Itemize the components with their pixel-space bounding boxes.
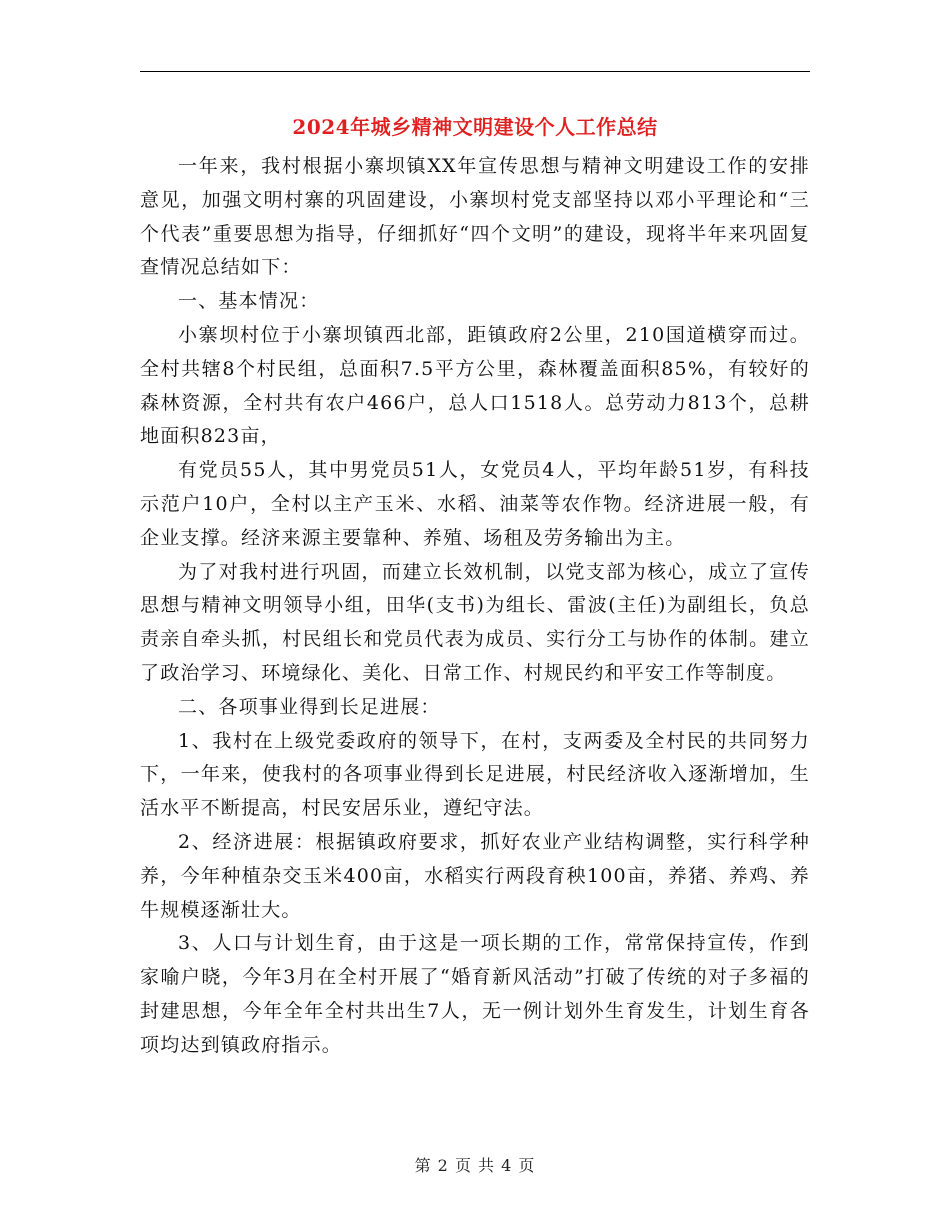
paragraph-leadership-group: 为了对我村进行巩固，而建立长效机制，以党支部为核心，成立了宣传思想与精神文明领导小组，田华(支书)为组长、雷波(主任)为副组长，负总责亲自牵头抓，村民组长和党员代表为成员、实行分工与协作的体制。建立了政治学习、环境绿化、美化、日常工作、村规民约和平安工作等制度。 (140, 560, 810, 684)
paragraph-party-members: 有党员55人，其中男党员51人，女党员4人，平均年龄51岁，有科技示范户10户，全村以主产玉米、水稻、油菜等农作物。经济进展一般，有企业支撑。经济来源主要靠种、养殖、场租及劳务输出为主。 (140, 459, 810, 549)
header-rule (140, 71, 810, 72)
document-body (140, 150, 810, 1063)
page-number: 第 2 页 共 4 页 (414, 1156, 536, 1175)
paragraph-item-3: 3、人口与计划生育，由于这是一项长期的工作，常常保持宣传，作到家喻户晓，今年3月在全村开展了“婚育新风活动”打破了传统的对子多福的封建思想，今年全年全村共出生7人，无一例计划外生育发生，计划生育各项均达到镇政府指示。 (140, 932, 810, 1056)
document-title: 2024年城乡精神文明建设个人工作总结 (292, 115, 658, 139)
paragraph-village-overview: 小寨坝村位于小寨坝镇西北部，距镇政府2公里，210国道横穿而过。全村共辖8个村民组，总面积7.5平方公里，森林覆盖面积85%，有较好的森林资源，全村共有农户466户，总人口1518人。总劳动力813个，总耕地面积823亩， (140, 323, 810, 448)
paragraph-item-1: 1、我村在上级党委政府的领导下，在村，支两委及全村民的共同努力下，一年来，使我村的各项事业得到长足进展，村民经济收入逐渐增加，生活水平不断提高，村民安居乐业，遵纪守法。 (140, 729, 810, 820)
paragraph-intro: 一年来，我村根据小寨坝镇XX年宣传思想与精神文明建设工作的安排意见，加强文明村寨的巩固建设，小寨坝村党支部坚持以邓小平理论和“三个代表”重要思想为指导，仔细抓好“四个文明”的建设，现将半年来巩固复查情况总结如下： (140, 155, 810, 279)
section-heading-basic-situation: 一、基本情况： (178, 290, 320, 313)
section-heading-progress: 二、各项事业得到长足进展： (178, 695, 441, 718)
paragraph-item-2: 2、经济进展：根据镇政府要求，抓好农业产业结构调整，实行科学种养，今年种植杂交玉米400亩，水稻实行两段育秧100亩，养猪、养鸡、养牛规模逐渐壮大。 (140, 830, 810, 921)
